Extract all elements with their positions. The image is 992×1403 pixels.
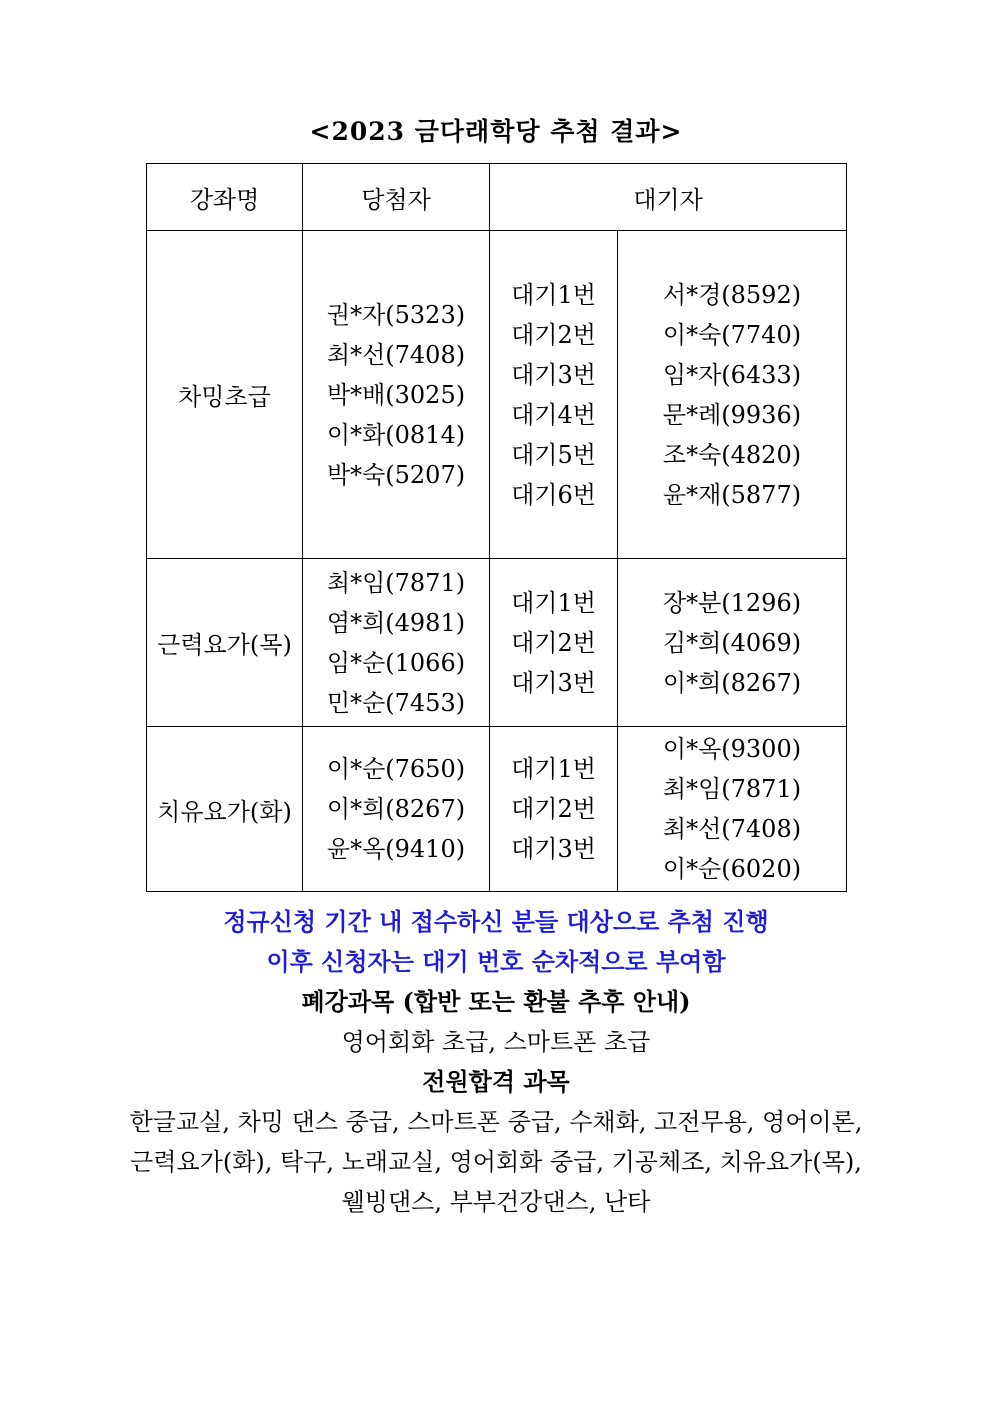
wait-name: 윤*재(5877) — [662, 480, 802, 509]
wait-number: 대기3번 — [511, 835, 596, 863]
wait-name: 조*숙(4820) — [662, 440, 802, 469]
wait-name-cell — [618, 231, 847, 559]
table-row — [147, 559, 847, 727]
wait-name-cell — [618, 727, 847, 892]
wait-name: 임*자(6433) — [662, 360, 802, 389]
winner-name: 이*희(8267) — [326, 795, 466, 823]
winner-name: 윤*옥(9410) — [326, 835, 466, 863]
wait-number: 대기1번 — [511, 755, 596, 783]
all-pass-heading: 전원합격 과목 — [422, 1067, 570, 1096]
winners-cell — [303, 559, 490, 727]
winner-name: 임*순(1066) — [326, 648, 466, 677]
winners-cell — [303, 231, 490, 559]
winner-name: 이*화(0814) — [326, 420, 466, 449]
closed-courses-heading: 폐강과목 (합반 또는 환불 추후 안내) — [301, 987, 691, 1016]
wait-name: 최*선(7408) — [662, 815, 802, 843]
wait-name: 이*희(8267) — [662, 668, 802, 697]
course-name-cell: 치유요가(화) — [147, 727, 303, 892]
course-name-cell: 차밍초급 — [147, 231, 303, 559]
wait-number: 대기2번 — [511, 320, 596, 349]
all-pass-list-line-3: 웰빙댄스, 부부건강댄스, 난타 — [341, 1188, 651, 1216]
notice-lottery-rule: 정규신청 기간 내 접수하신 분들 대상으로 추첨 진행 — [223, 907, 769, 936]
wait-number: 대기3번 — [511, 668, 596, 697]
wait-number: 대기3번 — [511, 360, 596, 389]
wait-number: 대기6번 — [511, 480, 596, 509]
wait-number: 대기2번 — [511, 628, 596, 657]
winner-name: 최*선(7408) — [326, 340, 466, 369]
all-pass-list-line-2: 근력요가(화), 탁구, 노래교실, 영어회화 중급, 기공체조, 치유요가(목), — [130, 1148, 862, 1176]
header-waitlist: 대기자 — [490, 164, 847, 231]
winner-name: 민*순(7453) — [326, 688, 466, 717]
winner-name: 이*순(7650) — [326, 755, 466, 783]
wait-number-cell — [490, 559, 618, 727]
all-pass-list-line-1: 한글교실, 차밍 댄스 중급, 스마트폰 중급, 수채화, 고전무용, 영어이론, — [129, 1108, 863, 1136]
course-name-cell: 근력요가(목) — [147, 559, 303, 727]
winner-name: 박*배(3025) — [326, 380, 466, 409]
table-header-row — [147, 164, 847, 231]
notice-waitlist-rule: 이후 신청자는 대기 번호 순차적으로 부여함 — [266, 947, 726, 976]
wait-number-cell — [490, 231, 618, 559]
wait-number-cell — [490, 727, 618, 892]
closed-courses-list: 영어회화 초급, 스마트폰 초급 — [341, 1028, 651, 1056]
wait-name: 이*순(6020) — [662, 855, 802, 883]
wait-name-cell — [618, 559, 847, 727]
notes-section — [0, 902, 992, 1222]
wait-name: 서*경(8592) — [662, 280, 802, 309]
winner-name: 최*임(7871) — [326, 568, 466, 597]
page-title: <2023 금다래학당 추첨 결과> — [309, 117, 683, 146]
wait-number: 대기2번 — [511, 795, 596, 823]
lottery-results-table — [146, 163, 847, 892]
wait-number: 대기5번 — [511, 440, 596, 469]
winner-name: 염*희(4981) — [326, 608, 466, 637]
winners-cell — [303, 727, 490, 892]
wait-name: 장*분(1296) — [662, 588, 802, 617]
header-course: 강좌명 — [147, 164, 303, 231]
wait-name: 이*숙(7740) — [662, 320, 802, 349]
wait-number: 대기4번 — [511, 400, 596, 429]
winner-name: 권*자(5323) — [326, 300, 466, 329]
wait-number: 대기1번 — [511, 280, 596, 309]
header-winners: 당첨자 — [303, 164, 490, 231]
table-row — [147, 727, 847, 892]
winner-name: 박*숙(5207) — [326, 460, 466, 489]
table-row — [147, 231, 847, 559]
wait-name: 김*희(4069) — [662, 628, 802, 657]
wait-name: 최*임(7871) — [662, 775, 802, 803]
wait-name: 이*옥(9300) — [662, 735, 802, 763]
wait-number: 대기1번 — [511, 588, 596, 617]
wait-name: 문*례(9936) — [662, 400, 802, 429]
